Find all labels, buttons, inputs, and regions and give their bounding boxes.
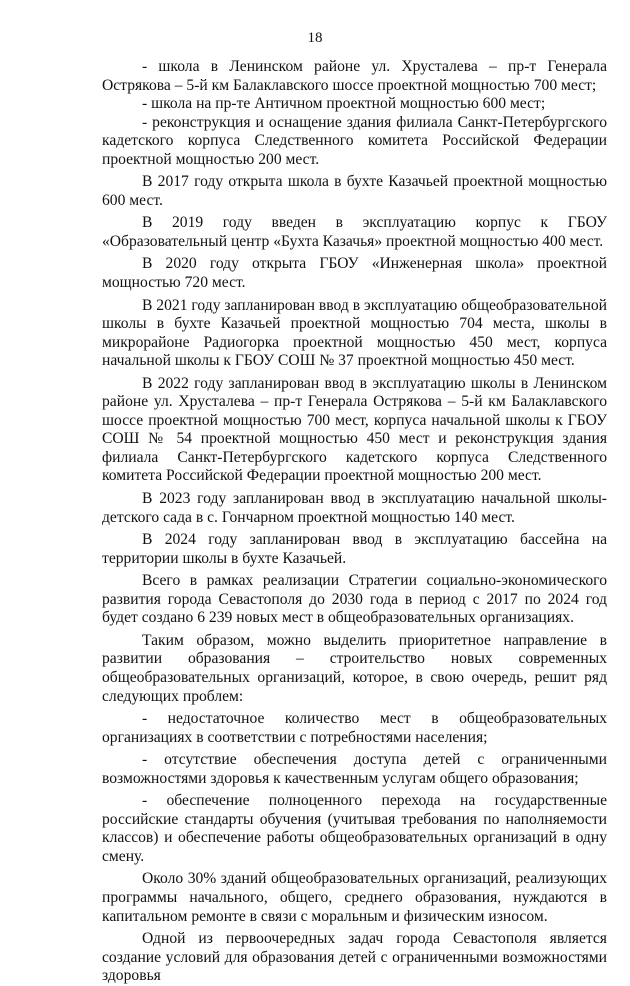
paragraph: В 2020 году открыта ГБОУ «Инженерная школа» проектной мощностью 720 мест. xyxy=(102,255,607,292)
paragraph: В 2023 году запланирован ввод в эксплуатацию начальной школы-детского сада в с. Гончарном проектной мощностью 140 мест. xyxy=(102,490,607,526)
paragraph: - реконструкция и оснащение здания филиала Санкт-Петербургского кадетского корпуса Следственного комитета Российской Федерации проектной мощностью 200 мест. xyxy=(102,113,607,168)
paragraph: - недостаточное количество мест в общеобразовательных организациях в соответствии с потребностями населения; xyxy=(102,710,607,746)
paragraph: - обеспечение полноценного перехода на государственные российские стандарты обучения (учитывая требования по наполняемости классов) и обеспечение работы общеобразовательных организаций в одну смену. xyxy=(102,792,607,865)
page-number: 18 xyxy=(307,30,323,46)
paragraph: Около 30% зданий общеобразовательных организаций, реализующих программы начального, общего, среднего образования, нуждаются в капитальном ремонте в связи с моральным и физическим износом. xyxy=(102,870,607,925)
paragraph: Всего в рамках реализации Стратегии социально-экономического развития города Севастополя до 2030 года в период с 2017 по 2024 год будет создано 6 239 новых мест в общеобразовательных организациях. xyxy=(102,572,607,627)
paragraph: - школа в Ленинском районе ул. Хрусталева – пр-т Генерала Острякова – 5-й км Балаклавского шоссе проектной мощностью 700 мест; xyxy=(102,58,607,94)
body-text xyxy=(102,58,607,986)
paragraph: В 2024 году запланирован ввод в эксплуатацию бассейна на территории школы в бухте Казачьей. xyxy=(102,531,607,567)
paragraph: - школа на пр-те Античном проектной мощностью 600 мест; xyxy=(142,95,546,113)
paragraph: В 2022 году запланирован ввод в эксплуатацию школы в Ленинском районе ул. Хрусталева – пр-т Генерала Острякова – 5-й км Балаклавского шоссе проектной мощностью 700 мест, корпуса начальной школы к ГБОУ СОШ № 54 проектной мощностью 450 мест и реконструкция здания филиала Санкт-Петербургского кадетского корпуса Следственного комитета Российской Федерации проектной мощностью 200 мест. xyxy=(102,374,607,485)
paragraph: В 2019 году введен в эксплуатацию корпус к ГБОУ «Образовательный центр «Бухта Казачья» проектной мощностью 400 мест. xyxy=(102,214,607,250)
paragraph: Одной из первоочередных задач города Севастополя является создание условий для образования детей с ограниченными возможностями здоровья xyxy=(102,930,607,985)
paragraph: - отсутствие обеспечения доступа детей с ограниченными возможностями здоровья к качественным услугам общего образования; xyxy=(102,751,607,787)
paragraph: В 2021 году запланирован ввод в эксплуатацию общеобразовательной школы в бухте Казачьей проектной мощностью 704 места, школы в микрорайоне Радиогорка проектной мощностью 450 мест, корпуса начальной школы к ГБОУ СОШ № 37 проектной мощностью 450 мест. xyxy=(102,296,607,370)
paragraph: Таким образом, можно выделить приоритетное направление в развитии образования – строительство новых современных общеобразовательных организаций, которое, в свою очередь, решит ряд следующих проблем: xyxy=(102,631,607,705)
paragraph: В 2017 году открыта школа в бухте Казачьей проектной мощностью 600 мест. xyxy=(102,173,607,209)
